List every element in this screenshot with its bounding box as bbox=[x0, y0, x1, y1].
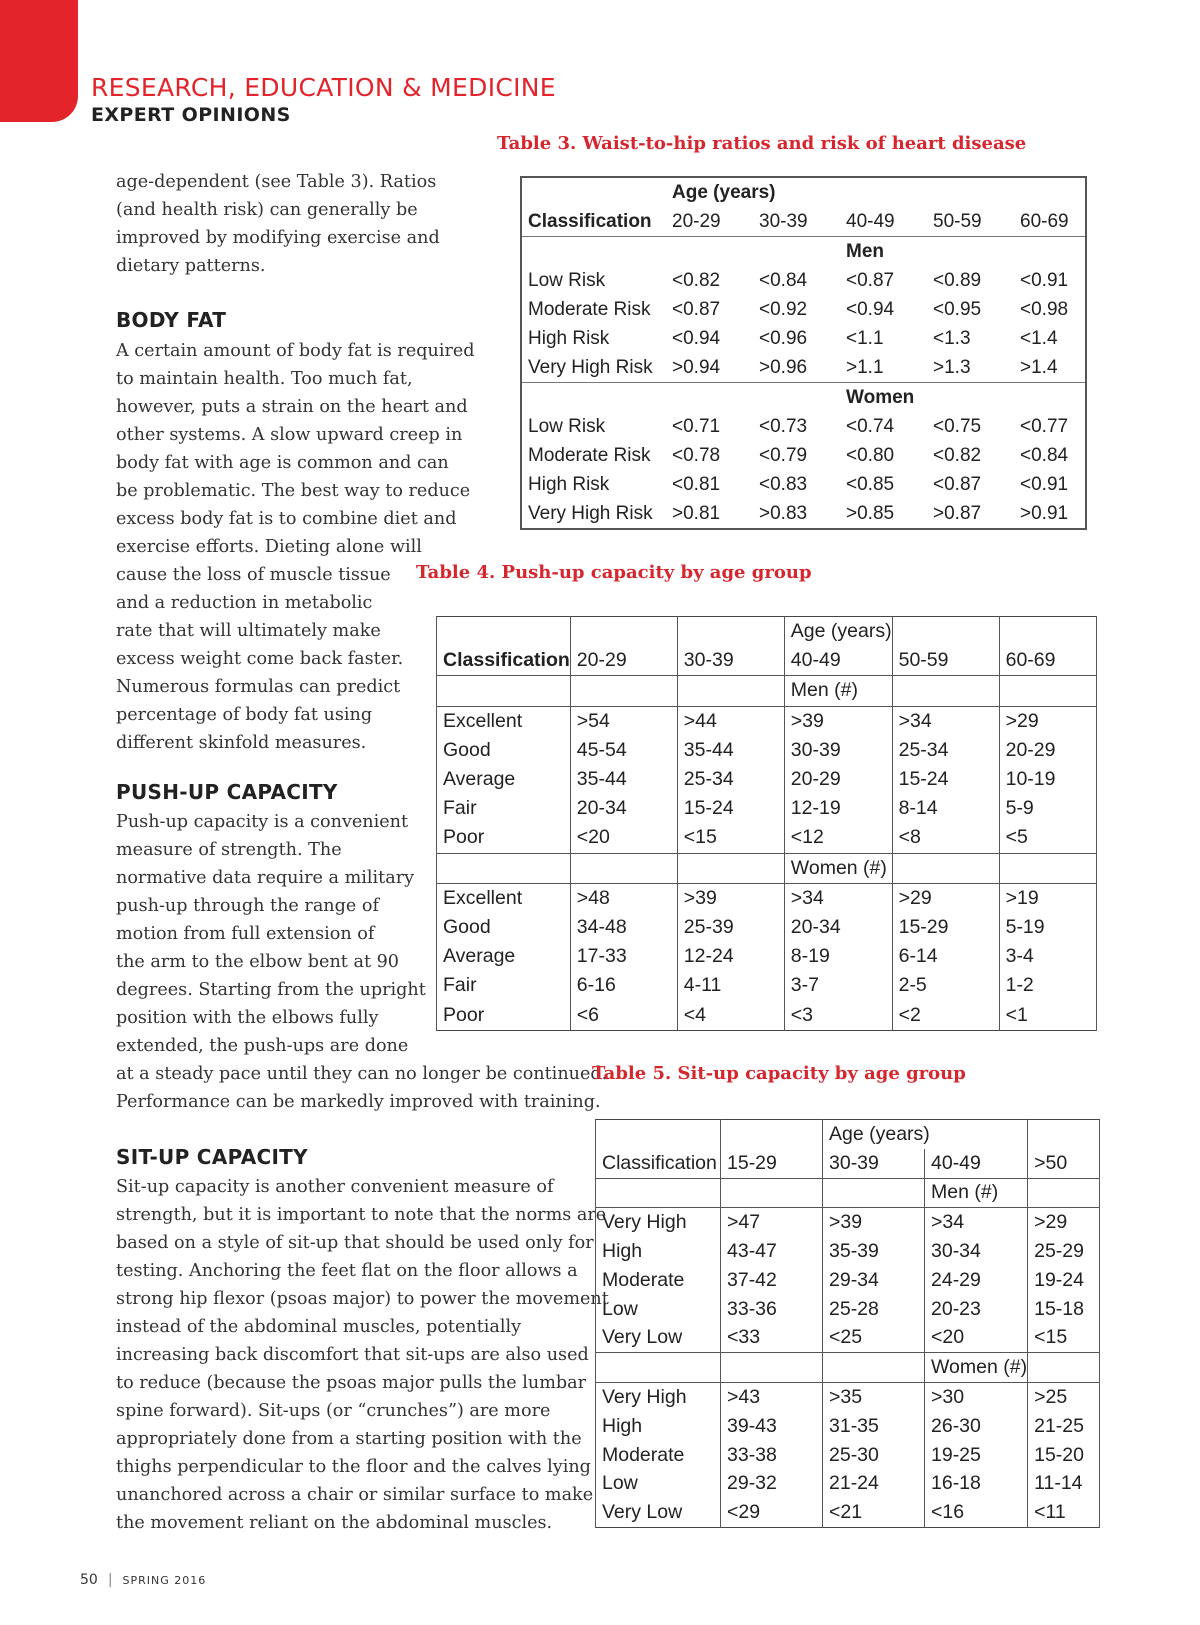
table-cell: 3-4 bbox=[999, 942, 1096, 971]
table-row bbox=[521, 412, 1086, 441]
table-cell: 1-2 bbox=[999, 971, 1096, 1000]
table-cell: 20-34 bbox=[570, 794, 677, 823]
text-line: excess body fat is to combine diet and bbox=[116, 509, 457, 529]
table-cell: Moderate bbox=[596, 1266, 721, 1295]
text-line: Numerous formulas can predict bbox=[116, 677, 401, 697]
table-cell: Excellent bbox=[437, 883, 571, 913]
table-cell: Fair bbox=[437, 971, 571, 1000]
table-cell: 34-48 bbox=[570, 913, 677, 942]
table4-group-label: Men (#) bbox=[784, 676, 892, 706]
table-cell: 39-43 bbox=[721, 1412, 823, 1441]
table-cell: 19-24 bbox=[1028, 1266, 1100, 1295]
table-cell: 12-24 bbox=[677, 942, 784, 971]
table-cell: 31-35 bbox=[823, 1412, 925, 1441]
text-line: body fat with age is common and can bbox=[116, 453, 449, 473]
table-cell: Very Low bbox=[596, 1324, 721, 1353]
table-cell: 15-18 bbox=[1028, 1295, 1100, 1324]
table-row bbox=[596, 1266, 1100, 1295]
table-cell: 17-33 bbox=[570, 942, 677, 971]
issue-season: SPRING 2016 bbox=[122, 1574, 207, 1587]
table-cell: 25-28 bbox=[823, 1295, 925, 1324]
table-cell: <1.4 bbox=[1020, 327, 1058, 349]
table3-class-header: Classification bbox=[521, 207, 666, 237]
table-cell: 25-39 bbox=[677, 913, 784, 942]
table-cell: 33-38 bbox=[721, 1441, 823, 1470]
table-cell: <0.87 bbox=[846, 269, 895, 291]
text-line: cause the loss of muscle tissue bbox=[116, 565, 391, 585]
table-cell: 35-39 bbox=[823, 1237, 925, 1266]
text-line: testing. Anchoring the feet flat on the floor allows a bbox=[116, 1261, 578, 1281]
text-line: percentage of body fat using bbox=[116, 705, 373, 725]
table-cell: High bbox=[596, 1412, 721, 1441]
table-cell: <0.95 bbox=[933, 298, 982, 320]
table-cell: Good bbox=[437, 736, 571, 765]
table5-age-header: 40-49 bbox=[925, 1149, 1028, 1178]
table-cell: <12 bbox=[784, 823, 892, 853]
table-cell: <0.92 bbox=[759, 298, 808, 320]
text-line: Sit-up capacity is another convenient measure of bbox=[116, 1177, 554, 1197]
text-line: to reduce (because the psoas major pulls the lumbar bbox=[116, 1373, 587, 1393]
table-cell: 43-47 bbox=[721, 1237, 823, 1266]
table3-age-header: 20-29 bbox=[666, 207, 753, 237]
table-cell: Excellent bbox=[437, 706, 571, 736]
table-cell: >1.4 bbox=[1014, 353, 1086, 383]
table3-age-header: 30-39 bbox=[753, 207, 840, 237]
table-cell: High Risk bbox=[528, 327, 610, 349]
table-cell: <5 bbox=[999, 823, 1096, 853]
table-cell: <20 bbox=[570, 823, 677, 853]
table-cell: >54 bbox=[570, 706, 677, 736]
table-cell: 26-30 bbox=[925, 1412, 1028, 1441]
table-cell: >0.94 bbox=[666, 353, 753, 383]
text-line: motion from full extension of bbox=[116, 924, 375, 944]
table-cell: 25-34 bbox=[677, 765, 784, 794]
table-cell: 8-14 bbox=[892, 794, 999, 823]
table-cell: <21 bbox=[823, 1498, 925, 1527]
table-cell: <0.96 bbox=[759, 327, 808, 349]
text-line: however, puts a strain on the heart and bbox=[116, 397, 468, 417]
table-cell: 20-29 bbox=[784, 765, 892, 794]
text-line: extended, the push-ups are done bbox=[116, 1036, 409, 1056]
table-cell: <0.85 bbox=[846, 473, 895, 495]
table4-age-header: 30-39 bbox=[677, 646, 784, 676]
table-cell: 12-19 bbox=[784, 794, 892, 823]
text-line: Push-up capacity is a convenient bbox=[116, 812, 409, 832]
table-cell: >1.3 bbox=[927, 353, 1014, 383]
table-row bbox=[437, 883, 1097, 913]
table-cell: 6-14 bbox=[892, 942, 999, 971]
table5-situp bbox=[595, 1119, 1100, 1528]
table-cell: 10-19 bbox=[999, 765, 1096, 794]
table-cell: <0.91 bbox=[1020, 473, 1069, 495]
table-cell: <0.78 bbox=[672, 444, 721, 466]
table-cell: 25-30 bbox=[823, 1441, 925, 1470]
table-cell: <29 bbox=[721, 1498, 823, 1527]
table-row bbox=[596, 1441, 1100, 1470]
text-line: improved by modifying exercise and bbox=[116, 228, 440, 248]
table-cell: Moderate Risk bbox=[528, 444, 651, 466]
situp-heading: SIT-UP CAPACITY bbox=[116, 1145, 308, 1169]
table-row bbox=[596, 1498, 1100, 1527]
table4-group-label: Women (#) bbox=[784, 853, 892, 883]
table-cell: <16 bbox=[925, 1498, 1028, 1527]
table-cell: <0.94 bbox=[672, 327, 721, 349]
table-cell: >39 bbox=[677, 883, 784, 913]
table-cell: <0.81 bbox=[672, 473, 721, 495]
table-row bbox=[521, 499, 1086, 529]
table-cell: 6-16 bbox=[570, 971, 677, 1000]
table5-age-header: 30-39 bbox=[823, 1149, 925, 1178]
table-row bbox=[596, 1470, 1100, 1499]
table-cell: 19-25 bbox=[925, 1441, 1028, 1470]
table-cell: <0.84 bbox=[1020, 444, 1069, 466]
table-row bbox=[596, 1412, 1100, 1441]
table-row bbox=[521, 441, 1086, 470]
table5-age-header: >50 bbox=[1028, 1149, 1100, 1178]
text-line: A certain amount of body fat is required bbox=[116, 341, 475, 361]
intro-paragraph bbox=[116, 168, 440, 280]
table-cell: >48 bbox=[570, 883, 677, 913]
table-cell: >29 bbox=[999, 706, 1096, 736]
table-row bbox=[521, 353, 1086, 383]
text-line: measure of strength. The bbox=[116, 840, 342, 860]
table-cell: 20-34 bbox=[784, 913, 892, 942]
table3-group-label: Men bbox=[846, 240, 884, 262]
table-cell: <0.82 bbox=[933, 444, 982, 466]
subsection-title: EXPERT OPINIONS bbox=[91, 104, 291, 126]
table4-caption: Table 4. Push-up capacity by age group bbox=[416, 562, 812, 583]
table4-class-header: Classification bbox=[437, 646, 571, 676]
page-footer bbox=[80, 1572, 206, 1588]
table3-caption: Table 3. Waist-to-hip ratios and risk of heart disease bbox=[497, 133, 1027, 154]
table3-age-label: Age (years) bbox=[672, 181, 776, 203]
text-line: the arm to the elbow bent at 90 bbox=[116, 952, 399, 972]
table-cell: >43 bbox=[721, 1383, 823, 1412]
section-title: RESEARCH, EDUCATION & MEDICINE bbox=[91, 73, 556, 102]
table-cell: >34 bbox=[925, 1208, 1028, 1237]
table-cell: 30-34 bbox=[925, 1237, 1028, 1266]
table-cell: <0.71 bbox=[672, 415, 721, 437]
table-cell: >47 bbox=[721, 1208, 823, 1237]
table-cell: 21-24 bbox=[823, 1470, 925, 1499]
text-line: push-up through the range of bbox=[116, 896, 380, 916]
text-line: strength, but it is important to note that the norms are bbox=[116, 1205, 607, 1225]
table-cell: <11 bbox=[1028, 1498, 1100, 1527]
text-line: based on a style of sit-up that should be used only for bbox=[116, 1233, 594, 1253]
table-cell: <25 bbox=[823, 1324, 925, 1353]
table5-age-header: 15-29 bbox=[721, 1149, 823, 1178]
table-cell: <15 bbox=[1028, 1324, 1100, 1353]
table-cell: >30 bbox=[925, 1383, 1028, 1412]
text-line: other systems. A slow upward creep in bbox=[116, 425, 463, 445]
table4-age-header: 60-69 bbox=[999, 646, 1096, 676]
pushup-heading: PUSH-UP CAPACITY bbox=[116, 780, 338, 804]
table-cell: 37-42 bbox=[721, 1266, 823, 1295]
table-cell: 20-23 bbox=[925, 1295, 1028, 1324]
table-cell: High bbox=[596, 1237, 721, 1266]
table-cell: 24-29 bbox=[925, 1266, 1028, 1295]
table-cell: >34 bbox=[784, 883, 892, 913]
body-fat-paragraph bbox=[116, 337, 475, 757]
table-cell: >39 bbox=[823, 1208, 925, 1237]
table-cell: Very Low bbox=[596, 1498, 721, 1527]
table-cell: 15-24 bbox=[892, 765, 999, 794]
table4-pushup bbox=[436, 616, 1097, 1031]
table-cell: <0.87 bbox=[672, 298, 721, 320]
table-row bbox=[521, 266, 1086, 295]
text-line: rate that will ultimately make bbox=[116, 621, 381, 641]
table-row bbox=[521, 295, 1086, 324]
text-line: thighs perpendicular to the floor and the calves lying bbox=[116, 1457, 591, 1477]
table-cell: Low Risk bbox=[528, 269, 606, 291]
table-cell: >25 bbox=[1028, 1383, 1100, 1412]
table-cell: 25-34 bbox=[892, 736, 999, 765]
text-line: be problematic. The best way to reduce bbox=[116, 481, 471, 501]
table-cell: >0.91 bbox=[1020, 502, 1069, 524]
text-line: different skinfold measures. bbox=[116, 733, 367, 753]
table-cell: Poor bbox=[437, 823, 571, 853]
text-line: strong hip flexor (psoas major) to power the movement bbox=[116, 1289, 609, 1309]
table-cell: <4 bbox=[677, 1000, 784, 1030]
table-cell: <0.73 bbox=[759, 415, 808, 437]
table3-age-header: 50-59 bbox=[927, 207, 1014, 237]
text-line: dietary patterns. bbox=[116, 256, 266, 276]
text-line: excess weight come back faster. bbox=[116, 649, 404, 669]
table-cell: Good bbox=[437, 913, 571, 942]
page-number: 50 bbox=[80, 1572, 98, 1588]
table-cell: <0.75 bbox=[933, 415, 982, 437]
table4-age-label: Age (years) bbox=[784, 617, 892, 647]
table-cell: <1.3 bbox=[933, 327, 971, 349]
table-cell: Poor bbox=[437, 1000, 571, 1030]
table-cell: >0.87 bbox=[933, 502, 982, 524]
table-cell: >29 bbox=[892, 883, 999, 913]
table-cell: <0.98 bbox=[1020, 298, 1069, 320]
table-row bbox=[437, 765, 1097, 794]
table-cell: 30-39 bbox=[784, 736, 892, 765]
table-cell: <8 bbox=[892, 823, 999, 853]
text-line: appropriately done from a starting position with the bbox=[116, 1429, 582, 1449]
table-cell: <0.84 bbox=[759, 269, 808, 291]
table-row bbox=[437, 942, 1097, 971]
table-cell: <6 bbox=[570, 1000, 677, 1030]
table-cell: >0.85 bbox=[846, 502, 895, 524]
table-cell: Low bbox=[596, 1470, 721, 1499]
section-color-tab bbox=[0, 0, 78, 122]
table-cell: >29 bbox=[1028, 1208, 1100, 1237]
table-cell: >0.83 bbox=[759, 502, 808, 524]
table-cell: 5-19 bbox=[999, 913, 1096, 942]
table-cell: <0.94 bbox=[846, 298, 895, 320]
table-cell: 33-36 bbox=[721, 1295, 823, 1324]
table-cell: <3 bbox=[784, 1000, 892, 1030]
table-cell: <33 bbox=[721, 1324, 823, 1353]
table-cell: <20 bbox=[925, 1324, 1028, 1353]
table-cell: <0.80 bbox=[846, 444, 895, 466]
table3-group-label: Women bbox=[846, 386, 915, 408]
table-cell: >39 bbox=[784, 706, 892, 736]
table-cell: 15-29 bbox=[892, 913, 999, 942]
table-cell: 11-14 bbox=[1028, 1470, 1100, 1499]
table-cell: <0.87 bbox=[933, 473, 982, 495]
text-line: (and health risk) can generally be bbox=[116, 200, 418, 220]
table-row bbox=[437, 823, 1097, 853]
table-cell: 3-7 bbox=[784, 971, 892, 1000]
table-cell: >35 bbox=[823, 1383, 925, 1412]
text-line: to maintain health. Too much fat, bbox=[116, 369, 413, 389]
table-row bbox=[596, 1324, 1100, 1353]
table-cell: <1.1 bbox=[846, 327, 884, 349]
table-cell: 15-24 bbox=[677, 794, 784, 823]
table-row bbox=[596, 1208, 1100, 1237]
table-cell: 8-19 bbox=[784, 942, 892, 971]
table-cell: 35-44 bbox=[677, 736, 784, 765]
table-cell: 4-11 bbox=[677, 971, 784, 1000]
table-cell: Very High bbox=[596, 1208, 721, 1237]
table-row bbox=[596, 1383, 1100, 1412]
table-row bbox=[596, 1237, 1100, 1266]
table-cell: 35-44 bbox=[570, 765, 677, 794]
table-cell: >0.96 bbox=[753, 353, 840, 383]
table-cell: Very High bbox=[596, 1383, 721, 1412]
table-cell: <0.77 bbox=[1020, 415, 1069, 437]
text-line: exercise efforts. Dieting alone will bbox=[116, 537, 422, 557]
table-row bbox=[437, 913, 1097, 942]
table5-group-label: Women (#) bbox=[925, 1353, 1028, 1383]
situp-paragraph bbox=[116, 1173, 609, 1537]
text-line: at a steady pace until they can no longer be continued. bbox=[116, 1064, 608, 1084]
table4-age-header: 50-59 bbox=[892, 646, 999, 676]
table-cell: <0.74 bbox=[846, 415, 895, 437]
table-cell: 2-5 bbox=[892, 971, 999, 1000]
table-cell: <1 bbox=[999, 1000, 1096, 1030]
table-cell: <0.83 bbox=[759, 473, 808, 495]
table-cell: High Risk bbox=[528, 473, 610, 495]
table-cell: 15-20 bbox=[1028, 1441, 1100, 1470]
table-row bbox=[521, 324, 1086, 353]
table-cell: 20-29 bbox=[999, 736, 1096, 765]
table-cell: Very High Risk bbox=[521, 353, 666, 383]
table-cell: <2 bbox=[892, 1000, 999, 1030]
table-cell: >0.81 bbox=[672, 502, 721, 524]
table-cell: Average bbox=[437, 942, 571, 971]
table-cell: <0.91 bbox=[1020, 269, 1069, 291]
table5-class-header: Classification bbox=[596, 1149, 721, 1178]
table-cell: Low bbox=[596, 1295, 721, 1324]
table-cell: 16-18 bbox=[925, 1470, 1028, 1499]
table3-waist-hip bbox=[520, 176, 1087, 530]
table-row bbox=[521, 470, 1086, 499]
table-row bbox=[437, 736, 1097, 765]
text-line: unanchored across a chair or similar surface to make bbox=[116, 1485, 594, 1505]
table-cell: <15 bbox=[677, 823, 784, 853]
text-line: spine forward). Sit-ups (or “crunches”) are more bbox=[116, 1401, 551, 1421]
table4-age-header: 40-49 bbox=[784, 646, 892, 676]
table-cell: Very High Risk bbox=[528, 502, 653, 524]
table5-group-label: Men (#) bbox=[925, 1178, 1028, 1208]
table4-age-header: 20-29 bbox=[570, 646, 677, 676]
table-cell: Moderate bbox=[596, 1441, 721, 1470]
table-cell: >34 bbox=[892, 706, 999, 736]
text-line: instead of the abdominal muscles, potentially bbox=[116, 1317, 522, 1337]
table-cell: <0.79 bbox=[759, 444, 808, 466]
text-line: Performance can be markedly improved with training. bbox=[116, 1092, 601, 1112]
table-row bbox=[596, 1295, 1100, 1324]
text-line: degrees. Starting from the upright bbox=[116, 980, 426, 1000]
text-line: normative data require a military bbox=[116, 868, 415, 888]
table-cell: 29-32 bbox=[721, 1470, 823, 1499]
table-cell: 5-9 bbox=[999, 794, 1096, 823]
table5-age-label: Age (years) bbox=[823, 1120, 1028, 1149]
body-fat-heading: BODY FAT bbox=[116, 308, 227, 332]
table-row bbox=[437, 1000, 1097, 1030]
text-line: age-dependent (see Table 3). Ratios bbox=[116, 172, 437, 192]
table-cell: Low Risk bbox=[528, 415, 606, 437]
table-cell: Average bbox=[437, 765, 571, 794]
table-cell: 45-54 bbox=[570, 736, 677, 765]
table-cell: Fair bbox=[437, 794, 571, 823]
table-cell: 25-29 bbox=[1028, 1237, 1100, 1266]
text-line: position with the elbows fully bbox=[116, 1008, 379, 1028]
table-cell: >1.1 bbox=[840, 353, 927, 383]
table3-age-header: 60-69 bbox=[1014, 207, 1086, 237]
table-cell: <0.89 bbox=[933, 269, 982, 291]
table-row bbox=[437, 971, 1097, 1000]
table-row bbox=[437, 794, 1097, 823]
table-cell: >19 bbox=[999, 883, 1096, 913]
footer-divider: | bbox=[107, 1572, 113, 1588]
text-line: increasing back discomfort that sit-ups are also used bbox=[116, 1345, 589, 1365]
table-cell: 29-34 bbox=[823, 1266, 925, 1295]
table-cell: Moderate Risk bbox=[528, 298, 651, 320]
text-line: the movement reliant on the abdominal muscles. bbox=[116, 1513, 553, 1533]
text-line: and a reduction in metabolic bbox=[116, 593, 373, 613]
table3-age-header: 40-49 bbox=[840, 207, 927, 237]
table5-caption: Table 5. Sit-up capacity by age group bbox=[592, 1063, 966, 1084]
table-cell: >44 bbox=[677, 706, 784, 736]
table-cell: <0.82 bbox=[672, 269, 721, 291]
table-row bbox=[437, 706, 1097, 736]
table-cell: 21-25 bbox=[1028, 1412, 1100, 1441]
